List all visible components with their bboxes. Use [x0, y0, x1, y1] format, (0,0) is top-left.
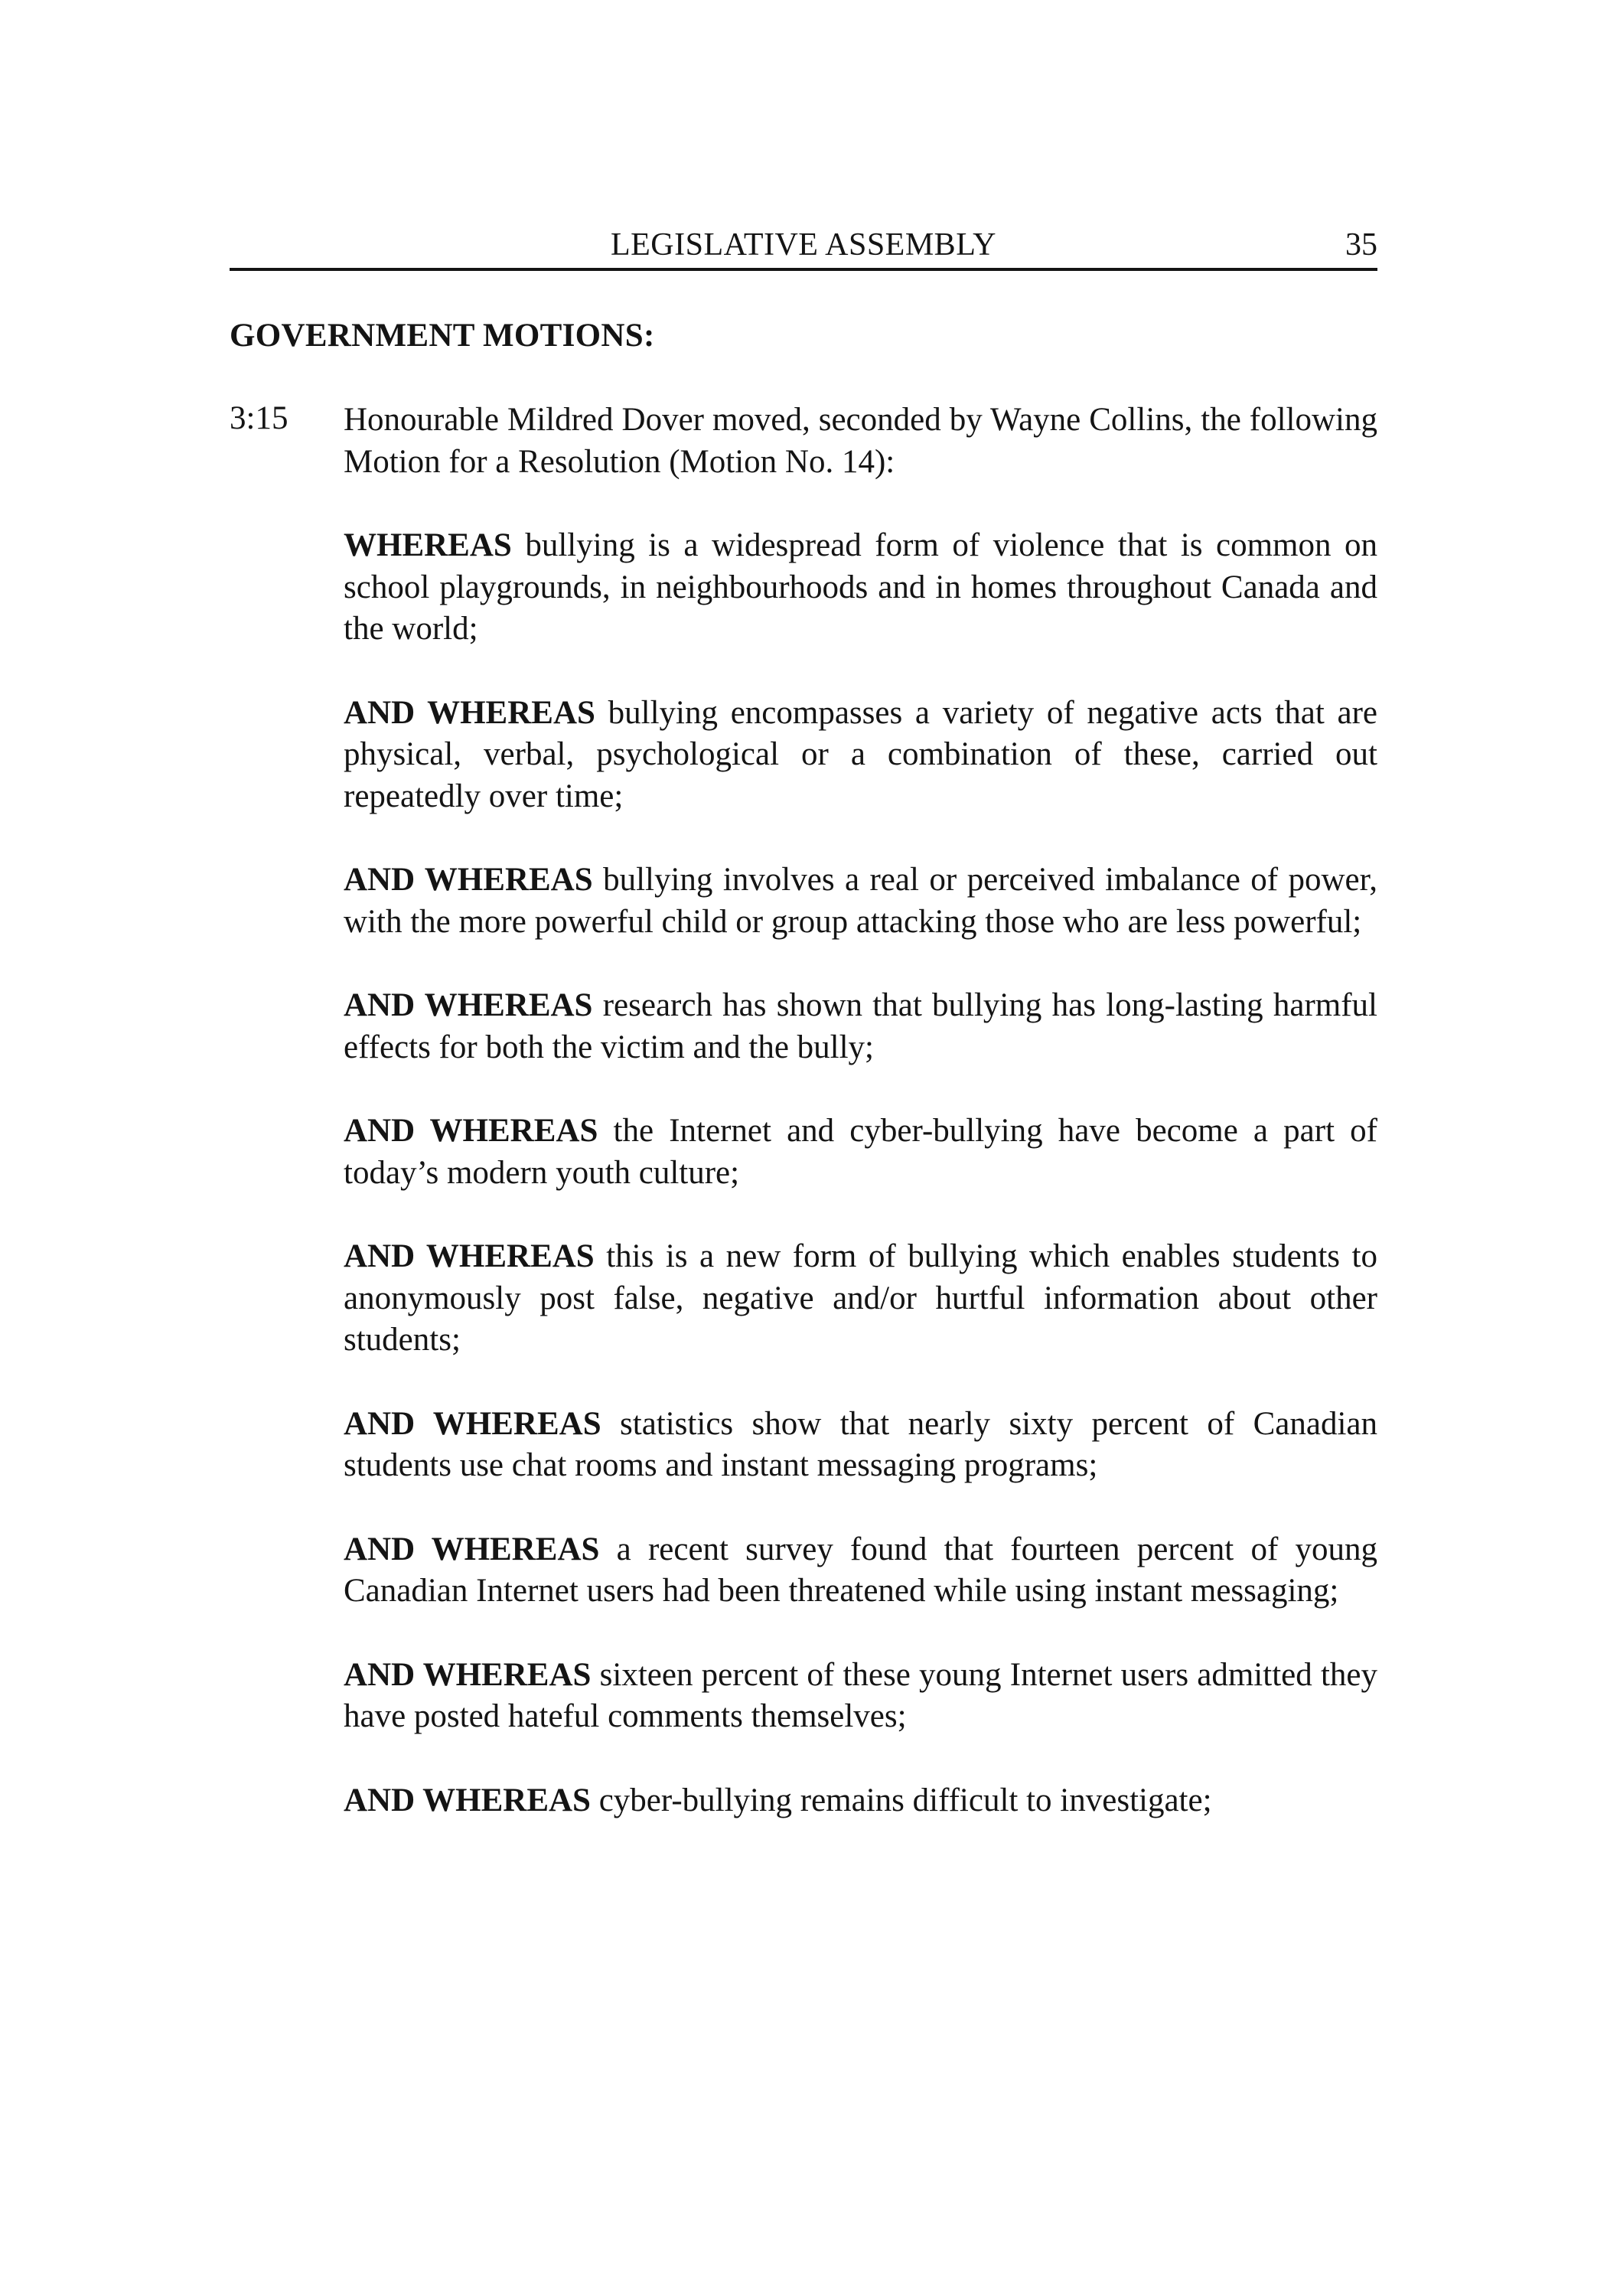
clause-text: research has shown that bullying has long-lasting harmful effects for both the victim and the bully;: [344, 987, 1377, 1065]
whereas-clause: [344, 1780, 1377, 1822]
clause-text: bullying is a widespread form of violence that is common on school playgrounds, in neighbourhoods and in homes throughout Canada and the world;: [344, 527, 1377, 647]
clause-keyword: AND WHEREAS: [344, 987, 593, 1023]
clause-keyword: AND WHEREAS: [344, 1782, 591, 1818]
clause-text: this is a new form of bullying which enables students to anonymously post false, negative and/or hurtful information about other students;: [344, 1238, 1377, 1358]
whereas-clause: [344, 1236, 1377, 1362]
clause-keyword: AND WHEREAS: [344, 862, 593, 898]
whereas-clause: [344, 859, 1377, 943]
motion-intro: Honourable Mildred Dover moved, seconded by Wayne Collins, the following Motion for a Resolution (Motion No. 14):: [344, 402, 1377, 480]
motion-body: [344, 400, 1377, 1864]
entry-time: 3:15: [230, 400, 288, 436]
clause-text: bullying encompasses a variety of negative acts that are physical, verbal, psychological or a combination of these, carried out repeatedly over time;: [344, 694, 1377, 814]
whereas-clause: [344, 985, 1377, 1068]
clause-keyword: AND WHEREAS: [344, 1405, 601, 1442]
page-number: 35: [1345, 227, 1377, 263]
clause-keyword: AND WHEREAS: [344, 1113, 598, 1149]
clause-keyword: AND WHEREAS: [344, 694, 595, 731]
clause-text: sixteen percent of these young Internet users admitted they have posted hateful comments themselves;: [344, 1656, 1377, 1734]
clause-text: bullying involves a real or perceived imbalance of power, with the more powerful child or group attacking those who are less powerful;: [344, 862, 1377, 940]
whereas-clause: [344, 1404, 1377, 1487]
clause-keyword: AND WHEREAS: [344, 1531, 600, 1567]
whereas-clause: [344, 1529, 1377, 1613]
whereas-clause: [344, 525, 1377, 651]
clause-text: cyber-bullying remains difficult to investigate;: [590, 1782, 1212, 1818]
running-title: LEGISLATIVE ASSEMBLY: [611, 227, 996, 263]
clause-text: the Internet and cyber-bullying have become a part of today’s modern youth culture;: [344, 1113, 1377, 1191]
clause-text: statistics show that nearly sixty percent of Canadian students use chat rooms and instant messaging programs;: [344, 1405, 1377, 1483]
clause-keyword: WHEREAS: [344, 527, 512, 563]
section-heading: GOVERNMENT MOTIONS:: [230, 318, 655, 354]
whereas-clause: [344, 693, 1377, 818]
clause-text: a recent survey found that fourteen percent of young Canadian Internet users had been threatened while using instant messaging;: [344, 1531, 1377, 1609]
clause-keyword: AND WHEREAS: [344, 1656, 592, 1693]
whereas-clause: [344, 1110, 1377, 1194]
running-header: [230, 220, 1377, 271]
whereas-clause: [344, 1655, 1377, 1738]
clause-keyword: AND WHEREAS: [344, 1238, 595, 1274]
